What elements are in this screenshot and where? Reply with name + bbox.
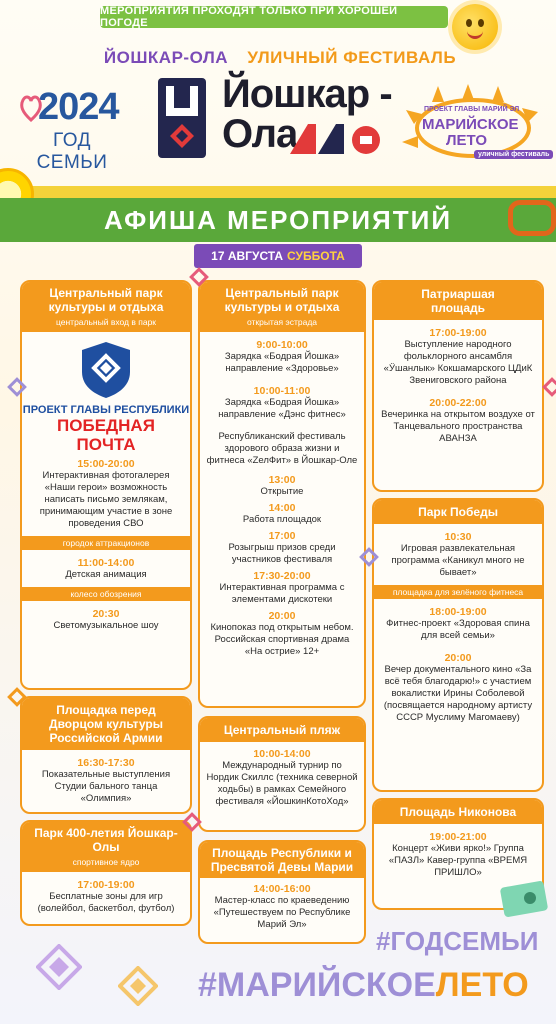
card-header: Площадка перед Дворцом культуры Российской Армии [22,698,190,750]
card-central-park-entrance [20,280,192,690]
diamond-icon [542,377,556,397]
card-patriarch-square [372,280,544,492]
banner-stripe [0,186,556,198]
project-name-2: ПОЧТА [76,435,136,454]
event-item: 10:00-14:00 Международный турнир по Нордик Скиллс (техника северной ходьбы) в рамках Семейного фестиваля «ЙошкинКотоХод» [206,748,358,807]
festival-title [80,48,480,68]
event-date-day: 17 АВГУСТА [211,249,284,263]
anniversary-440-icon [290,118,385,158]
project-name-1: ПОБЕДНАЯ [57,416,155,435]
event-date-weekday: СУББОТА [287,249,345,263]
card-central-beach [198,716,366,832]
card-central-park-stage [198,280,366,708]
event-item: 17:00 Розыгрыш призов среди участников фестиваля [228,530,336,565]
city-wordmark-line1: Йошкар - [222,72,392,116]
sun-icon [452,4,498,50]
card-header: Парк 400-летия Йошкар-Олы спортивное ядро [22,822,190,872]
event-item: 20:00-22:00 Вечеринка на открытом воздухе от Танцевального пространства АВАНЗА [381,397,535,444]
event-item: 9:00-10:00 Зарядка «Бодрая Йошка» направление «Здоровье» [224,339,340,374]
city-wordmark-line2: Ола [222,112,298,156]
ornament-icon [36,944,82,990]
city-emblem-icon [158,78,206,158]
festival-name: УЛИЧНЫЙ ФЕСТИВАЛЬ [247,48,457,67]
year-number: 2024 [38,86,119,128]
summer-project-label: ПРОЕКТ ГЛАВЫ МАРИЙ ЭЛ [424,106,520,113]
card-header: Центральный пляж [200,718,364,742]
sub-header: колесо обозрения [22,587,190,601]
sub-header: городок аттракционов [22,536,190,550]
festival-city: ЙОШКАР-ОЛА [103,48,229,67]
card-park-400 [20,820,192,926]
event-item: 20:00 Кинопоказ под открытым небом. Российская спортивная драма «На острие» 12+ [210,610,354,657]
event-item: 15:00-20:00 Интерактивная фотогалерея «Наши герои» возможность написать письмо землякам, принимающим участие в зоне проведения СВО [39,458,173,529]
weather-notice: МЕРОПРИЯТИЯ ПРОХОДЯТ ТОЛЬКО ПРИ ХОРОШЕЙ ПОГОДЕ [100,6,448,28]
card-republic-square [198,840,366,944]
event-item: 14:00-16:00 Мастер-класс по краеведению «Путешествуем по Республике Марий Эл» [213,883,351,930]
event-item: 13:00 Открытие [260,474,304,497]
card-header: Площадь Республики и Пресвятой Девы Марии [200,842,364,878]
event-item: 11:00-14:00 Детская анимация [65,557,147,580]
summer-title-1: МАРИЙСКОЕ [422,116,519,133]
hashtag-mari-summer: #МАРИЙСКОЕЛЕТО [198,966,529,1004]
event-item: 18:00-19:00 Фитнес-проект «Здоровая спина для всей семьи» [386,606,530,641]
event-item: Республиканский фестиваль здорового образа жизни и фитнеса «ZелФит» в Йошкар-Оле [206,431,358,466]
card-header: Парк Победы [374,500,542,524]
card-header: Центральный парк культуры и отдыха центральный вход в парк [22,282,190,332]
project-label: ПРОЕКТ ГЛАВЫ РЕСПУБЛИКИ [22,404,190,416]
card-army-culture-palace [20,696,192,814]
event-item: 20:00 Вечер документального кино «За всё тебя благодарю!» с участием вокалистки Ирины Соболевой (посвящается народному артисту СССР Муслиму Магомаеву) [383,652,533,723]
card-header: Площадь Никонова [374,800,542,824]
ornament-icon [118,966,158,1006]
card-victory-park [372,498,544,792]
summer-fest-tag: уличный фестиваль [474,150,553,159]
event-item: 20:30 Светомузыкальное шоу [53,608,159,631]
event-item: 10:00-11:00 Зарядка «Бодрая Йошка» направление «Дэнс фитнес» [218,385,346,420]
sunglasses-icon [508,200,556,236]
card-header: Патриаршая площадь [374,282,542,320]
year-of-family-logo [20,88,124,174]
event-item: 14:00 Работа площадок [242,502,322,525]
sub-header: площадка для зелёного фитнеса [374,585,542,599]
year-subtitle: ГОД СЕМЬИ [36,130,108,173]
event-item: 16:30-17:30 Показательные выступления Студии бального танца «Олимпия» [41,757,171,804]
event-date [194,244,362,268]
summer-title-2: ЛЕТО [446,132,487,149]
event-item: 10:30 Игровая развлекательная программа «Каникул много не бывает» [391,531,525,578]
event-item: 17:00-19:00 Бесплатные зоны для игр (волейбол, баскетбол, футбол) [37,879,175,914]
event-item: 17:30-20:00 Интерактивная программа с элементами дискотеки [219,570,345,605]
card-header: Центральный парк культуры и отдыха открытая эстрада [200,282,364,332]
heart-icon [20,92,42,122]
event-item: 17:00-19:00 Выступление народного фольклорного ансамбля «Ӱшанлык» Кокшамарского ЦДиК Звениговского района [383,327,533,386]
shield-icon [78,340,134,400]
event-item: 19:00-21:00 Концерт «Живи ярко!» Группа «ПАЗЛ» Кавер-группа «ВРЕМЯ ПРИШЛО» [388,831,528,878]
hashtag-year-of-family: #ГОДСЕМЬИ [376,926,539,956]
events-banner: АФИША МЕРОПРИЯТИЙ [0,198,556,242]
postcard-icon [500,878,548,918]
